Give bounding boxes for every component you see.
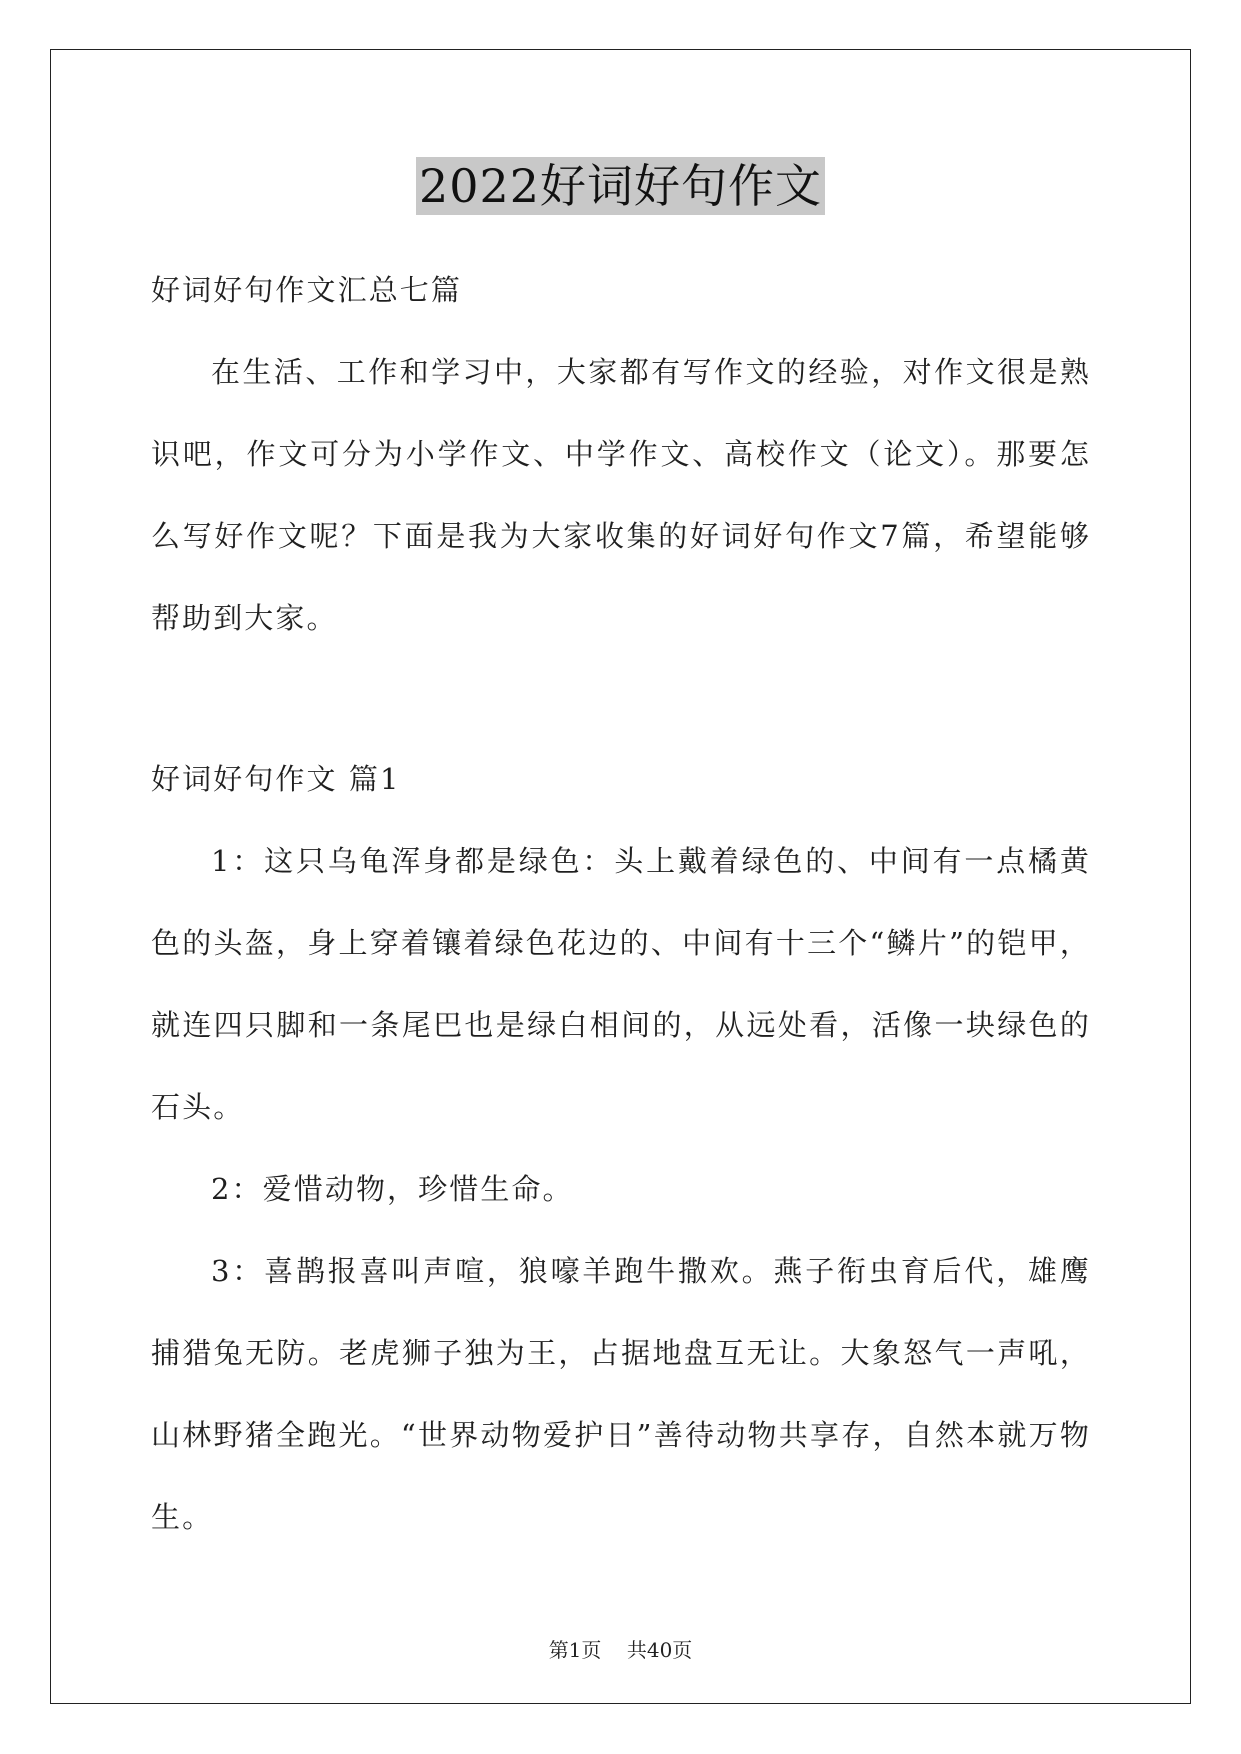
list-item: 3：喜鹊报喜叫声喧，狼嚎羊跑牛撒欢。燕子衔虫育后代，雄鹰捕猎兔无防。老虎狮子独为王，占据地盘互无让。大象怒气一声吼，山林野猪全跑光。“世界动物爱护日”善待动物共享存，自然本就万物生。 [151, 1254, 1091, 1534]
page-footer [0, 1634, 1241, 1663]
list-item: 1：这只乌龟浑身都是绿色：头上戴着绿色的、中间有一点橘黄色的头盔，身上穿着镶着绿色花边的、中间有十三个“鳞片”的铠甲，就连四只脚和一条尾巴也是绿白相间的，从远处看，活像一块绿色的石头。 [151, 844, 1091, 1124]
intro-paragraph: 在生活、工作和学习中，大家都有写作文的经验，对作文很是熟识吧，作文可分为小学作文、中学作文、高校作文（论文）。那要怎么写好作文呢？下面是我为大家收集的好词好句作文7篇，希望能够帮助到大家。 [151, 355, 1091, 635]
page-total: 共40页 [626, 1638, 693, 1662]
title-container [0, 157, 1241, 215]
footer-spacer [601, 1638, 626, 1662]
section-heading: 好词好句作文 篇1 [151, 762, 401, 796]
page-number: 第1页 [548, 1638, 602, 1662]
document-title: 2022好词好句作文 [416, 157, 825, 215]
document-subtitle: 好词好句作文汇总七篇 [151, 273, 463, 307]
list-item: 2：爱惜动物，珍惜生命。 [211, 1172, 574, 1206]
